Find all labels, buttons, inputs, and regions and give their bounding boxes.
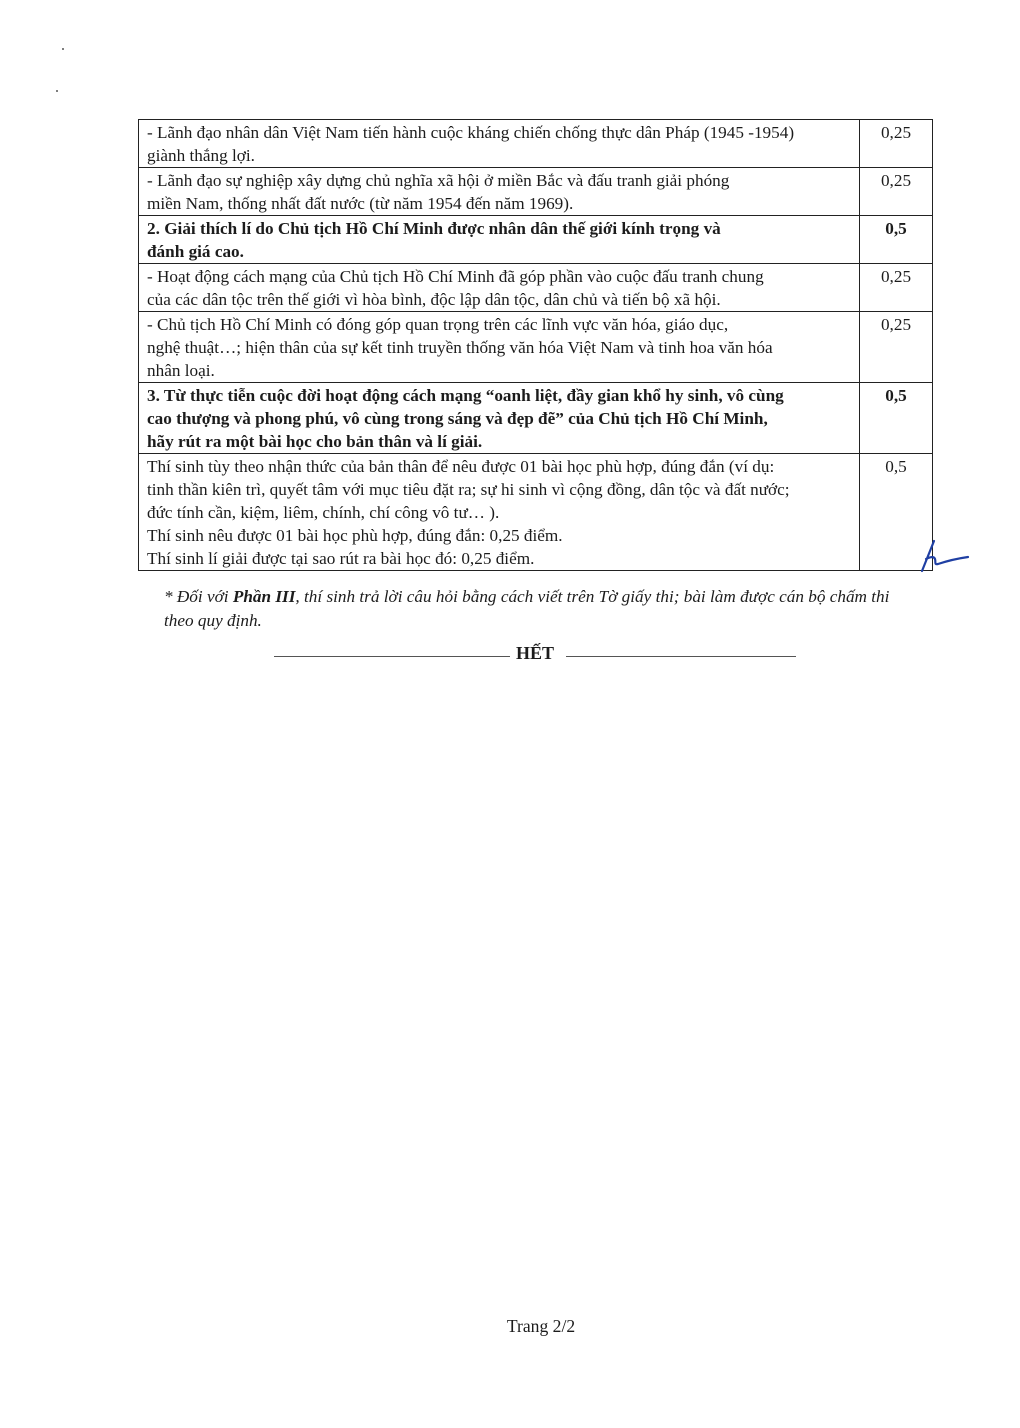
row-content: [139, 264, 860, 312]
row-text-line: giành thắng lợi.: [147, 146, 255, 165]
note-prefix: * Đối với: [164, 587, 233, 606]
page-number: Trang 2/2: [506, 1316, 576, 1336]
scan-speck: [62, 48, 64, 50]
row-content: [139, 383, 860, 454]
table-row: [139, 454, 933, 571]
end-label: HẾT: [516, 643, 555, 663]
row-score: 0,25: [860, 312, 933, 383]
row-text-line: miền Nam, thống nhất đất nước (từ năm 1954 đến năm 1969).: [147, 194, 574, 213]
end-divider-left: [274, 656, 510, 657]
signature-mark: [910, 535, 972, 577]
row-text-line: 3. Từ thực tiễn cuộc đời hoạt động cách mạng “oanh liệt, đầy gian khổ hy sinh, vô cùng: [147, 386, 784, 405]
row-score: 0,5: [860, 383, 933, 454]
grading-table-body: [139, 120, 933, 571]
grading-table: [138, 119, 933, 571]
row-score: 0,25: [860, 264, 933, 312]
scan-speck: [56, 90, 58, 92]
row-text-line: Thí sinh lí giải được tại sao rút ra bài học đó: 0,25 điểm.: [147, 549, 535, 568]
row-content: [139, 216, 860, 264]
row-score: 0,25: [860, 120, 933, 168]
row-text-line: - Lãnh đạo nhân dân Việt Nam tiến hành cuộc kháng chiến chống thực dân Pháp (1945 -1954): [147, 123, 795, 142]
row-text-line: đức tính cần, kiệm, liêm, chính, chí công vô tư… ).: [147, 503, 500, 522]
table-row-heading: [139, 383, 933, 454]
row-content: [139, 312, 860, 383]
row-content: [139, 168, 860, 216]
row-score: 0,25: [860, 168, 933, 216]
row-text-line: - Hoạt động cách mạng của Chủ tịch Hồ Chí Minh đã góp phần vào cuộc đấu tranh chung: [147, 267, 764, 286]
row-content: [139, 454, 860, 571]
row-text-line: nhân loại.: [147, 361, 215, 380]
table-row-heading: [139, 216, 933, 264]
table-row: [139, 312, 933, 383]
table-row: [139, 168, 933, 216]
note-bold: Phần III: [232, 587, 296, 606]
row-text-line: Thí sinh nêu được 01 bài học phù hợp, đúng đắn: 0,25 điểm.: [147, 526, 563, 545]
row-text-line: nghệ thuật…; hiện thân của sự kết tinh truyền thống văn hóa Việt Nam và tinh hoa văn hóa: [147, 338, 773, 357]
row-text-line: của các dân tộc trên thế giới vì hòa bình, độc lập dân tộc, dân chủ và tiến bộ xã hội.: [147, 290, 721, 309]
row-content: [139, 120, 860, 168]
row-text-line: Thí sinh tùy theo nhận thức của bản thân để nêu được 01 bài học phù hợp, đúng đắn (ví dụ:: [147, 457, 775, 476]
end-marker: [274, 643, 799, 667]
row-score: 0,5: [860, 216, 933, 264]
end-divider-right: [566, 656, 796, 657]
row-score: 0,5: [860, 454, 933, 571]
row-text-line: - Lãnh đạo sự nghiệp xây dựng chủ nghĩa xã hội ở miền Bắc và đấu tranh giải phóng: [147, 171, 730, 190]
row-text-line: hãy rút ra một bài học cho bản thân và lí giải.: [147, 432, 483, 451]
instruction-note: [164, 585, 904, 633]
table-row: [139, 120, 933, 168]
table-row: [139, 264, 933, 312]
row-text-line: tinh thần kiên trì, quyết tâm với mục tiêu đặt ra; sự hi sinh vì cộng đồng, dân tộc và đất nước;: [147, 480, 790, 499]
row-text-line: đánh giá cao.: [147, 242, 244, 261]
row-text-line: cao thượng và phong phú, vô cùng trong sáng và đẹp đẽ” của Chủ tịch Hồ Chí Minh,: [147, 409, 768, 428]
row-text-line: 2. Giải thích lí do Chủ tịch Hồ Chí Minh được nhân dân thế giới kính trọng và: [147, 219, 721, 238]
note-suffix: , thí sinh trả lời câu hỏi bằng cách viết trên Tờ giấy thi; bài làm được cán bộ chấm thi theo quy định.: [164, 587, 890, 630]
row-text-line: - Chủ tịch Hồ Chí Minh có đóng góp quan trọng trên các lĩnh vực văn hóa, giáo dục,: [147, 315, 729, 334]
